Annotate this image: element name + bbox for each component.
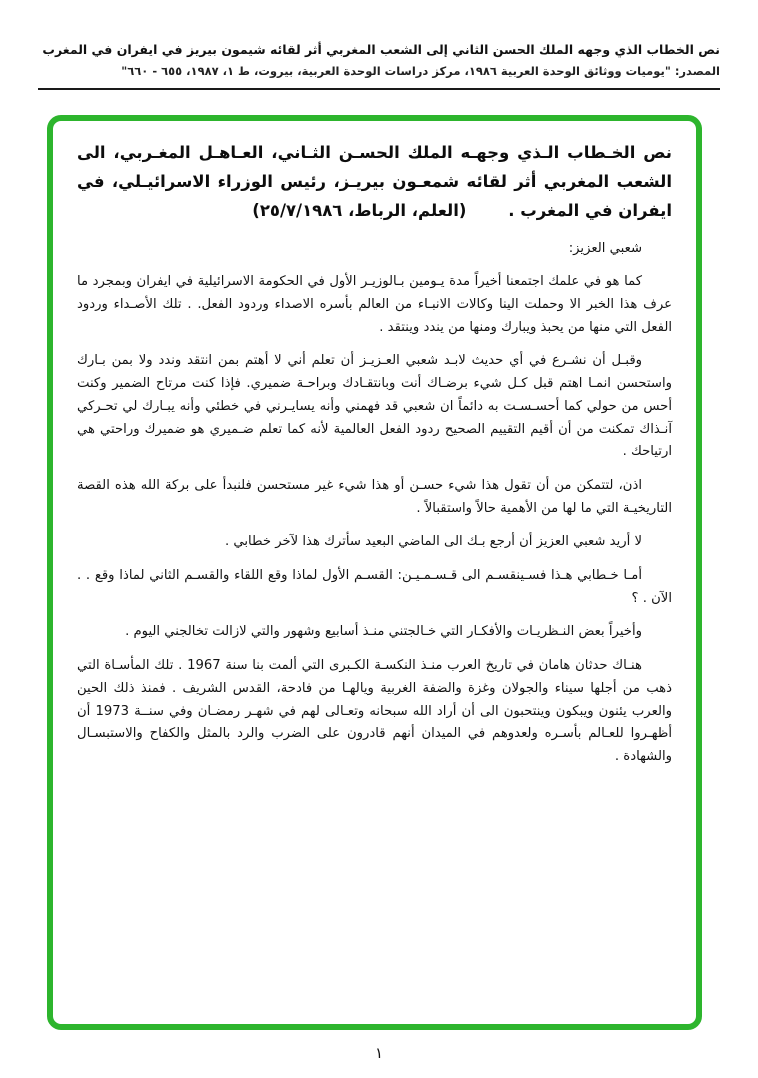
document-title <box>77 139 672 226</box>
header-divider <box>38 88 720 90</box>
page-number: ١ <box>374 1044 384 1062</box>
paragraph: أمـا خـطابي هـذا فسـينقسـم الى قـسـمـيـن: القسـم الأول لماذا وقع اللقاء والقسـم الثاني لماذا وقع . . الآن . ؟ <box>77 568 672 606</box>
paragraph: وأخيراً بعض النـظريـات والأفكـار التي خـالجتني منـذ أسابيع وشهور والتي لازالت تخالجني اليوم . <box>125 624 642 640</box>
document-frame <box>47 115 702 1030</box>
paragraph: شعبي العزيز: <box>568 240 642 256</box>
paragraph: كما هو في علمك اجتمعنا أخيراً مدة يـومين بـالوزيـر الأول في الحكومة الاسرائيلية في ايفران وبمجرد ما عرف هذا الخبر الا وحملت الينا وكالات الانبـاء من العالم بأسره الاصداء وردود الفعل. . تلك الأصـداء وردود الفعل التي منها من يحبذ ويبارك ومنها من يندد وينتقد . <box>77 274 672 335</box>
header-source: المصدر: "يوميات ووثائق الوحدة العربية ١٩٨٦، مركز دراسات الوحدة العربية، بيروت، ط ١، ١٩٨٧، ٦٥٥ - ٦٦٠" <box>121 64 720 78</box>
page-header <box>0 0 758 80</box>
paragraph: اذن، لتتمكن من أن تقول هذا شيء حسـن أو هذا شيء غير مستحسن فلنبدأ على بركة الله هذه القصة التاريخيـة التي ما لها من الأهمية حالاً واستقبالاً . <box>77 477 672 516</box>
paragraph: وقبـل أن نشـرع في أي حديث لابـد شعبي العـزيـز أن تعلم أني لا أهتم بمن انتقد وندد ولا بمن بـارك واستحسن انمـا اهتم قبل كـل شيء برضـاك أنت وبانتقـادك وبراحـة ضميري. فإذا كنت مرتاح الضمير وكنت أحس من حولي كما أحسـسـت به دائماً ان شعبي قد فهمني وأنه يسايـرني في خطئي وأنه يبـارك لي تحـركي آنـذاك تمكنت من أن أقيم التقييم الصحيح ردود الفعل العالمية لأنه كما تعلم ضـميري هو ضميرك وراحتي هي ارتياحك . <box>77 353 672 460</box>
paragraph: لا أريد شعبي العزيز أن أرجع بـك الى الماضي البعيد سأترك هذا لآخر خطابي . <box>224 534 642 550</box>
document-title-source: (العلم، الرباط، ٢٥/٧/١٩٨٦) <box>252 200 467 220</box>
document-body <box>77 238 672 769</box>
header-title: نص الخطاب الذي وجهه الملك الحسن الثاني إلى الشعب المغربي أثر لقائه شيمون بيريز في ايفران في المغرب <box>42 42 720 57</box>
paragraph: هنـاك حدثان هامان في تاريخ العرب منـذ النكسـة الكـبرى التي ألمت بنا سنة 1967 . تلك المأسـاة التي ذهب من أجلها سيناء والجولان وغزة والضفة الغربية ويالهـا من فادحة، القدس الشريف . فمنذ ذلك الحين والعرب يئنون ويبكون وينتحبون الى أن أراد الله سبحانه وتعـالى لهم في شهـر رمضـان وفي سنــة 1973 أن أظهـروا للعـالم بأسـره ولعدوهم في الميدان أنهم قادرون على الضرب والرد بالمثل والكفاح والاستبسـال والشهادة . <box>77 658 672 764</box>
document-title-text: نص الخـطاب الـذي وجهـه الملك الحسـن الثـاني، العـاهـل المغـربي، الى الشعب المغربي أثر لقائه شمعـون بيريـز، رئيس الوزراء الاسرائيـلي، في ايفران في المغرب . <box>77 143 672 220</box>
